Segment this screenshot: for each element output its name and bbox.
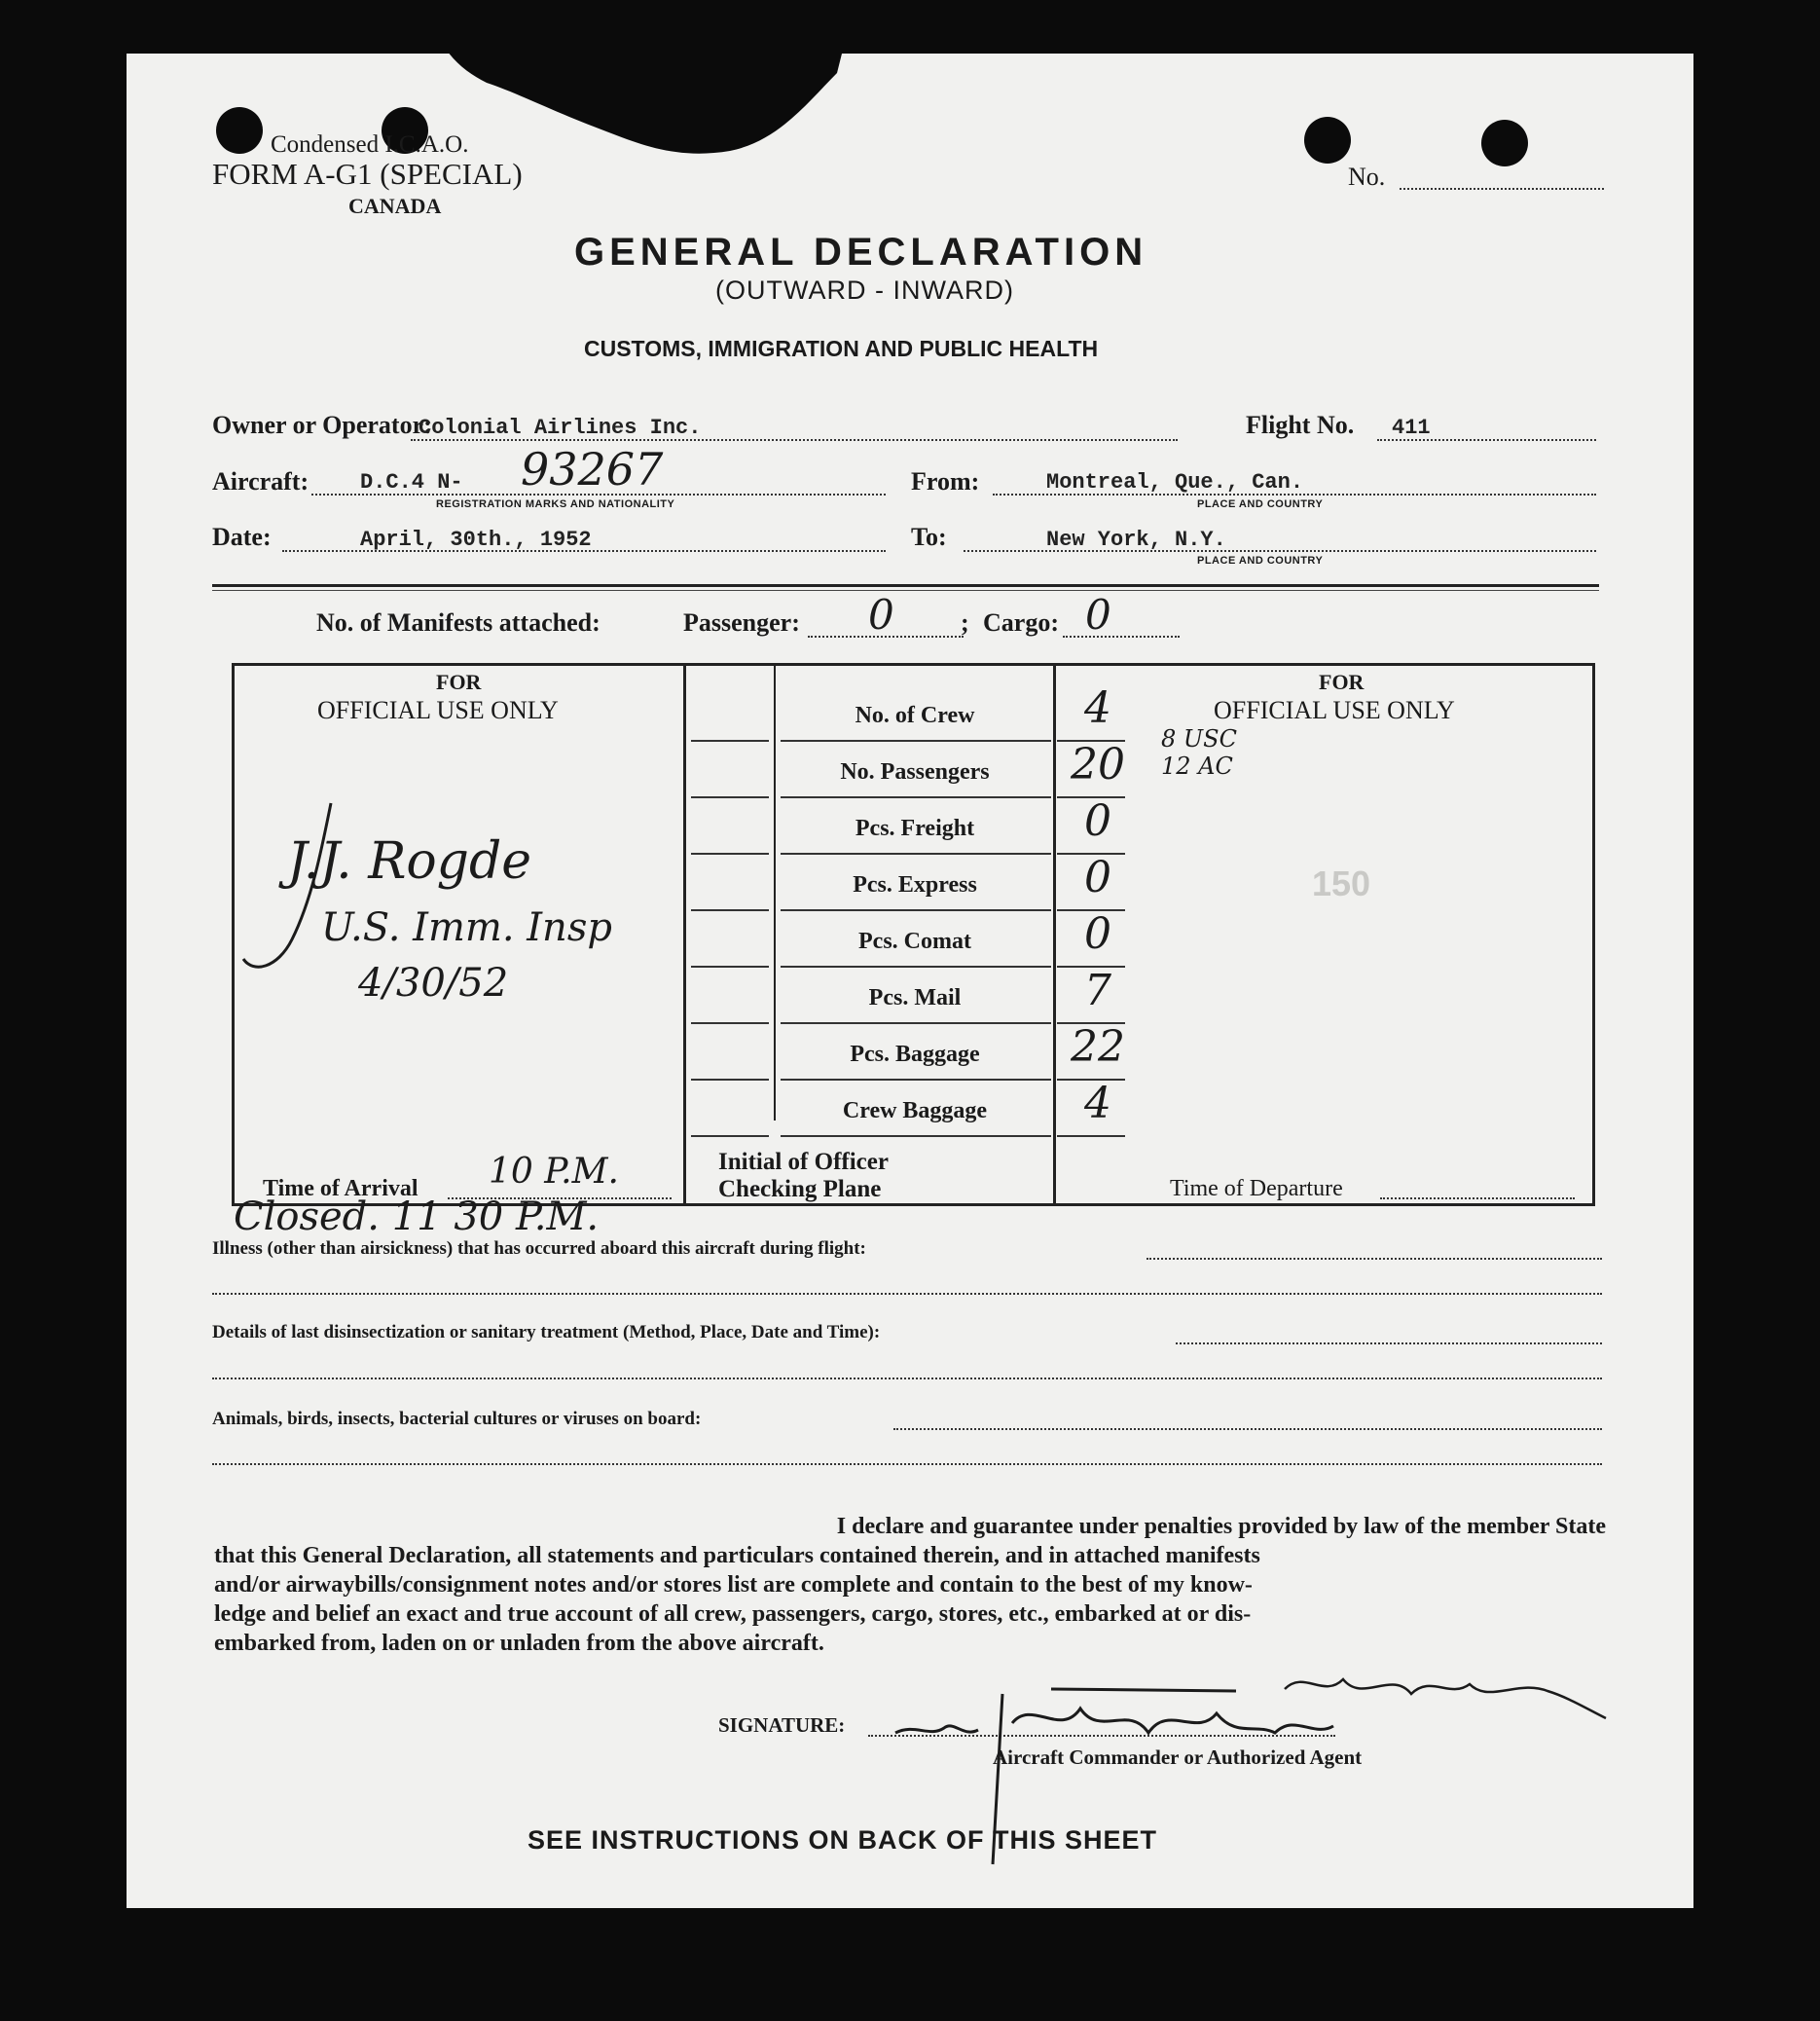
inspector-date: 4/30/52 (358, 961, 509, 1006)
disinsect-label: Details of last disinsectization or sanitary treatment (Method, Place, Date and Time): (212, 1322, 881, 1342)
condensed-line: Condensed I.C.A.O. (271, 131, 469, 158)
manifest-cargo-line (1063, 636, 1180, 638)
count-value[interactable]: 4 (1084, 683, 1111, 733)
disinsect-line-2 (212, 1378, 1602, 1379)
departure-label: Time of Departure (1170, 1176, 1343, 1201)
count-value-line (1057, 1135, 1125, 1137)
manifest-cargo-label: Cargo: (983, 608, 1059, 637)
count-label: Pcs. Comat (858, 929, 971, 954)
from-label: From: (911, 467, 980, 496)
count-tick-line (691, 909, 769, 911)
owner-label: Owner or Operator: (212, 411, 432, 439)
count-row-line (781, 966, 1051, 968)
official-use-left: OFFICIAL USE ONLY (317, 696, 559, 724)
aircraft-typed-value[interactable]: D.C.4 N- (360, 470, 463, 495)
count-tick-line (691, 1079, 769, 1081)
initial-label-line2: Checking Plane (718, 1176, 882, 1202)
aircraft-handwritten-value: 93267 (521, 443, 664, 496)
table-divider-2 (774, 663, 776, 1121)
count-tick-line (691, 966, 769, 968)
manifests-label: No. of Manifests attached: (316, 608, 601, 637)
declaration-form (127, 54, 1693, 1908)
count-label: No. of Crew (855, 703, 975, 728)
official-for-left: FOR (436, 670, 482, 694)
flight-value[interactable]: 411 (1392, 416, 1431, 440)
count-row-line (781, 1135, 1051, 1137)
owner-value[interactable]: Colonial Airlines Inc. (419, 416, 702, 440)
inspector-title: U.S. Imm. Insp (321, 905, 612, 950)
count-row-line (781, 796, 1051, 798)
form-line: FORM A-G1 (SPECIAL) (212, 157, 523, 191)
count-label: No. Passengers (840, 759, 990, 785)
count-label: Pcs. Baggage (850, 1042, 980, 1067)
date-value[interactable]: April, 30th., 1952 (360, 528, 592, 552)
count-value[interactable]: 20 (1071, 740, 1125, 790)
count-label: Pcs. Freight (855, 816, 975, 841)
passenger-note-2: 12 AC (1161, 753, 1233, 780)
to-label: To: (911, 523, 947, 551)
aircraft-label: Aircraft: (212, 467, 309, 496)
official-use-right: OFFICIAL USE ONLY (1214, 696, 1455, 724)
number-field[interactable] (1400, 188, 1604, 190)
count-row-line (781, 1079, 1051, 1081)
count-tick-line (691, 796, 769, 798)
from-caption: PLACE AND COUNTRY (1197, 498, 1324, 510)
country-line: CANADA (348, 194, 442, 218)
illness-line-1 (1147, 1258, 1602, 1260)
count-row-line (781, 853, 1051, 855)
count-value[interactable]: 22 (1071, 1022, 1125, 1072)
signature-label: SIGNATURE: (718, 1713, 846, 1737)
count-tick-line (691, 1135, 769, 1137)
manifest-passenger-label: Passenger: (683, 608, 800, 637)
form-title: GENERAL DECLARATION (574, 231, 1148, 274)
declaration-line-1: I declare and guarantee under penalties provided by law of the member State (836, 1514, 1606, 1539)
count-value[interactable]: 0 (1084, 853, 1111, 902)
punch-hole-right-1 (1304, 117, 1351, 164)
count-row-line (781, 1022, 1051, 1024)
from-value[interactable]: Montreal, Que., Can. (1046, 470, 1304, 495)
manifest-separator: ; (961, 608, 969, 637)
count-value[interactable]: 4 (1084, 1079, 1111, 1128)
form-subtitle: (OUTWARD - INWARD) (715, 276, 1014, 305)
disinsect-line-1 (1176, 1342, 1602, 1344)
punch-hole-right-2 (1481, 120, 1528, 166)
count-row-line (781, 740, 1051, 742)
faint-stamp-number: 150 (1312, 864, 1371, 903)
official-for-right: FOR (1319, 670, 1365, 694)
punch-hole-left (216, 107, 263, 154)
arrival-value[interactable]: 10 P.M. (489, 1152, 619, 1192)
passenger-note-1: 8 USC (1161, 725, 1237, 753)
departure-line (1380, 1197, 1575, 1199)
inspector-signature: J.J. Rogde (287, 832, 532, 891)
table-divider-3 (1053, 663, 1056, 1203)
count-label: Pcs. Express (853, 872, 977, 898)
signature-caption: Aircraft Commander or Authorized Agent (993, 1745, 1363, 1769)
number-label: No. (1348, 163, 1386, 191)
initial-label-line1: Initial of Officer (718, 1149, 889, 1175)
count-label: Pcs. Mail (868, 985, 962, 1010)
manifest-passenger-value[interactable]: 0 (868, 591, 894, 639)
count-value[interactable]: 0 (1084, 909, 1111, 959)
declaration-line-2: that this General Declaration, all statements and particulars contained therein, and in attached manifests (214, 1543, 1260, 1568)
manifest-cargo-value[interactable]: 0 (1085, 591, 1111, 639)
table-divider-1 (683, 663, 686, 1203)
illness-label: Illness (other than airsickness) that has occurred aboard this aircraft during flight: (212, 1238, 866, 1259)
closed-note: Closed. 11 30 P.M. (234, 1194, 600, 1239)
aircraft-caption: REGISTRATION MARKS AND NATIONALITY (436, 498, 675, 510)
declaration-text (214, 1512, 1606, 1658)
declaration-line-4: ledge and belief an exact and true account of all crew, passengers, cargo, stores, etc., embarked at or dis- (214, 1601, 1252, 1627)
animals-label: Animals, birds, insects, bacterial cultures or viruses on board: (212, 1409, 702, 1429)
section-rule (212, 584, 1599, 587)
arrival-label: Time of Arrival (263, 1176, 419, 1201)
count-row-line (781, 909, 1051, 911)
to-value[interactable]: New York, N.Y. (1046, 528, 1226, 552)
declaration-line-3: and/or airwaybills/consignment notes and/or stores list are complete and contain to the best of my know- (214, 1572, 1253, 1598)
count-tick-line (691, 1022, 769, 1024)
signature-flourish (224, 793, 360, 988)
animals-line-1 (893, 1428, 1602, 1430)
illness-line-2 (212, 1293, 1602, 1295)
animals-line-2 (212, 1463, 1602, 1465)
section-rule-inner (212, 590, 1599, 591)
footer-instructions: SEE INSTRUCTIONS ON BACK OF THIS SHEET (528, 1825, 1158, 1855)
count-value[interactable]: 0 (1084, 796, 1111, 846)
count-tick-line (691, 740, 769, 742)
to-caption: PLACE AND COUNTRY (1197, 555, 1324, 567)
count-value[interactable]: 7 (1084, 966, 1111, 1015)
flight-label: Flight No. (1246, 411, 1355, 439)
count-label: Crew Baggage (842, 1098, 988, 1123)
count-tick-line (691, 853, 769, 855)
declaration-line-5: embarked from, laden on or unladen from the above aircraft. (214, 1631, 824, 1656)
date-label: Date: (212, 523, 272, 551)
section-title: CUSTOMS, IMMIGRATION AND PUBLIC HEALTH (584, 336, 1099, 361)
